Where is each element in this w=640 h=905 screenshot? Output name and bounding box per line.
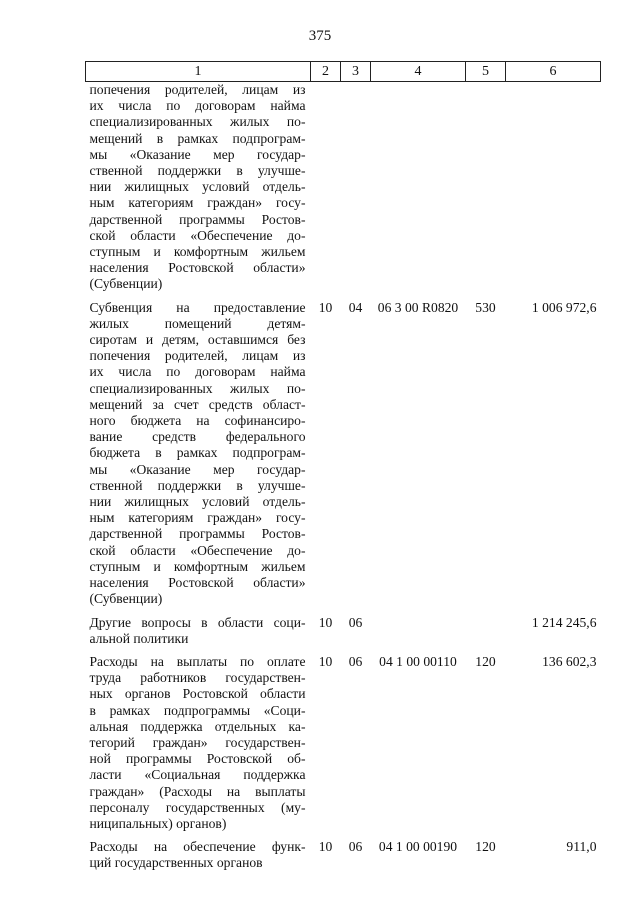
- description-line: альной политики: [89, 630, 189, 646]
- table-row: [86, 82, 601, 300]
- target-article-code: 04 1 00 00110: [379, 653, 457, 669]
- description-line: мы «Оказание мер государ-: [89, 146, 306, 162]
- section-code: [311, 82, 341, 300]
- description-line: ниципальных) органов): [89, 815, 227, 831]
- description-line: мещений за счет средств област-: [89, 396, 306, 412]
- target-article-code: [371, 82, 466, 300]
- table-header-row: [86, 62, 601, 82]
- column-header-1: 1: [86, 62, 311, 82]
- description-line: Субвенция на предоставление: [89, 299, 306, 315]
- description-line: дарственной программы Ростов-: [89, 211, 306, 227]
- description-line: специализированных жилых по-: [89, 114, 306, 130]
- amount-value: [506, 82, 601, 300]
- description-line: ступным и комфортным жильем: [89, 558, 306, 574]
- description-line: альная поддержка отдельных ка-: [89, 718, 306, 734]
- description-line: жилых помещений детям-: [89, 315, 306, 331]
- description-line: (Субвенции): [89, 591, 163, 607]
- description-line: ным категориям граждан» госу-: [89, 195, 306, 211]
- subsection-code: 06: [348, 653, 363, 669]
- description-line: Расходы на обеспечение функ-: [89, 839, 306, 855]
- description-line: ной программы Ростовской об-: [89, 751, 306, 767]
- budget-table: [85, 61, 601, 879]
- section-code: 10: [318, 614, 333, 630]
- description-line: мещений в рамках подпрограм-: [89, 130, 306, 146]
- description-line: их числа по договорам найма: [89, 364, 306, 380]
- description-line: Расходы на выплаты по оплате: [89, 653, 306, 669]
- subsection-code: [341, 82, 371, 300]
- expense-type-code: [466, 82, 506, 300]
- column-header-6: 6: [506, 62, 601, 82]
- description-line: попечения родителей, лицам из: [89, 82, 306, 97]
- description-line: попечения родителей, лицам из: [89, 348, 306, 364]
- description-line: мы «Оказание мер государ-: [89, 461, 306, 477]
- description-line: населения Ростовской области»: [89, 260, 306, 276]
- description-line: ным категориям граждан» госу-: [89, 510, 306, 526]
- section-code: 10: [318, 839, 333, 855]
- subsection-code: 06: [348, 614, 363, 630]
- column-header-3: 3: [341, 62, 371, 82]
- description-line: бюджета в рамках подпрограм-: [89, 445, 306, 461]
- description-line: ласти «Социальная поддержка: [89, 767, 306, 783]
- description-line: их числа по договорам найма: [89, 98, 306, 114]
- column-header-5: 5: [466, 62, 506, 82]
- description-line: ных органов Ростовской области: [89, 686, 306, 702]
- description-line: нии жилищных условий отдель-: [89, 494, 306, 510]
- description-line: населения Ростовской области»: [89, 575, 306, 591]
- column-header-4: 4: [371, 62, 466, 82]
- description-line: ного бюджета на софинансиро-: [89, 413, 306, 429]
- target-article-code: 06 3 00 R0820: [377, 299, 459, 315]
- table-row: [86, 654, 601, 839]
- row-description: [86, 654, 311, 839]
- description-line: специализированных жилых по-: [89, 380, 306, 396]
- description-line: (Субвенции): [89, 276, 163, 292]
- section-code: 10: [318, 653, 333, 669]
- amount-value: 1 006 972,6: [531, 299, 597, 315]
- expense-type-code: [466, 615, 506, 654]
- target-article-code: [371, 615, 466, 654]
- description-line: граждан» (Расходы на выплаты: [89, 783, 306, 799]
- expense-type-code: 120: [475, 839, 496, 855]
- column-header-2: 2: [311, 62, 341, 82]
- description-line: сиротам и детям, оставшимся без: [89, 332, 306, 348]
- amount-value: 136 602,3: [542, 653, 597, 669]
- description-line: персоналу государственных (му-: [89, 799, 306, 815]
- subsection-code: 04: [348, 299, 363, 315]
- table-row: [86, 839, 601, 878]
- row-description: [86, 82, 311, 300]
- description-line: ступным и комфортным жильем: [89, 244, 306, 260]
- description-line: тегорий граждан» государствен-: [89, 734, 306, 750]
- section-code: 10: [318, 299, 333, 315]
- target-article-code: 04 1 00 00190: [378, 839, 458, 855]
- amount-value: 911,0: [566, 839, 597, 855]
- amount-value: 1 214 245,6: [531, 614, 597, 630]
- description-line: в рамках подпрограммы «Соци-: [89, 702, 306, 718]
- table-row: [86, 615, 601, 654]
- page-number: 375: [308, 28, 332, 44]
- row-description: [86, 300, 311, 615]
- description-line: ской области «Обеспечение до-: [89, 542, 306, 558]
- description-line: ской области «Обеспечение до-: [89, 227, 306, 243]
- description-line: труда работников государствен-: [89, 670, 306, 686]
- row-description: [86, 615, 311, 654]
- row-description: [86, 839, 311, 878]
- table-row: [86, 300, 601, 615]
- description-line: вание средств федерального: [89, 429, 306, 445]
- description-line: нии жилищных условий отдель-: [89, 179, 306, 195]
- expense-type-code: 120: [475, 653, 496, 669]
- description-line: ций государственных органов: [89, 855, 263, 871]
- description-line: ственной поддержки в улучше-: [89, 477, 306, 493]
- description-line: Другие вопросы в области соци-: [89, 614, 306, 630]
- subsection-code: 06: [348, 839, 363, 855]
- expense-type-code: 530: [475, 299, 496, 315]
- description-line: ственной поддержки в улучше-: [89, 163, 306, 179]
- description-line: дарственной программы Ростов-: [89, 526, 306, 542]
